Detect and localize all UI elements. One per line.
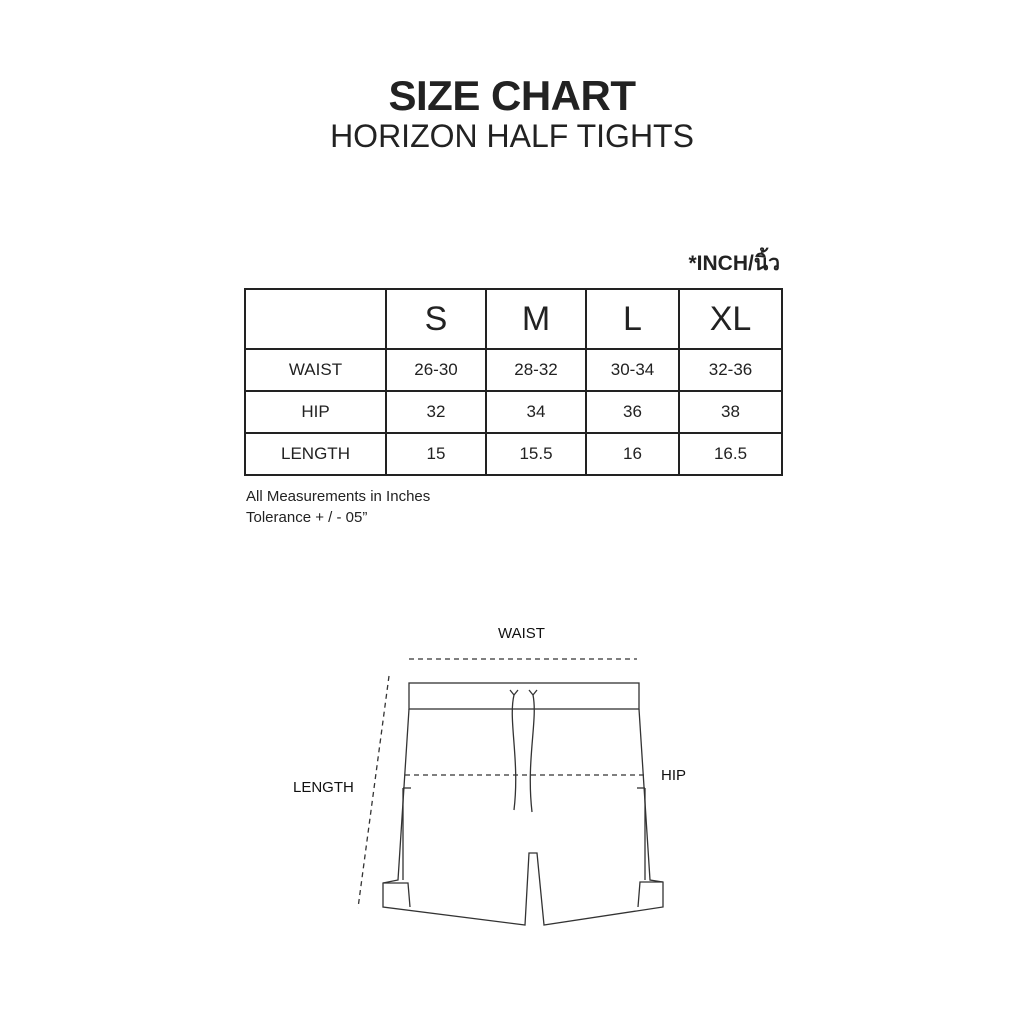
table-cell: 26-30 (386, 349, 486, 391)
table-row-waist (245, 349, 782, 391)
table-cell: 15.5 (486, 433, 586, 475)
size-header-m: M (486, 289, 586, 349)
shorts-outline (383, 683, 663, 925)
table-cell: 30-34 (586, 349, 679, 391)
table-row-length (245, 433, 782, 475)
size-header-row (245, 289, 782, 349)
right-hem-seam (638, 882, 663, 907)
diagram-length-label: LENGTH (293, 779, 354, 796)
diagram-waist-label: WAIST (498, 625, 545, 642)
table-cell: 32 (386, 391, 486, 433)
page-title: SIZE CHART (388, 72, 636, 119)
measurement-notes (246, 486, 430, 528)
product-name: HORIZON HALF TIGHTS (330, 118, 694, 154)
row-label-hip: HIP (245, 391, 386, 433)
drawstring-left-tip (510, 690, 518, 695)
row-label-waist: WAIST (245, 349, 386, 391)
tolerance-note: Tolerance + / - 05” (246, 509, 368, 526)
table-cell: 16 (586, 433, 679, 475)
table-cell: 34 (486, 391, 586, 433)
shorts-body (383, 709, 663, 925)
drawstring-right (530, 695, 534, 812)
size-header-l: L (586, 289, 679, 349)
measure-lines (358, 659, 645, 908)
left-hem-seam (383, 883, 410, 907)
header-empty-cell (245, 289, 386, 349)
table-cell: 15 (386, 433, 486, 475)
waistband (409, 683, 639, 709)
row-label-length: LENGTH (245, 433, 386, 475)
table-cell: 16.5 (679, 433, 782, 475)
table-cell: 38 (679, 391, 782, 433)
unit-note: *INCH/นิ้ว (688, 252, 780, 275)
size-header-s: S (386, 289, 486, 349)
diagram-hip-label: HIP (661, 767, 687, 784)
table-cell: 36 (586, 391, 679, 433)
measurement-unit-note: All Measurements in Inches (246, 488, 431, 505)
drawstring-right-tip (529, 690, 537, 695)
length-measure-line (358, 676, 389, 908)
size-table (244, 288, 783, 476)
table-cell: 32-36 (679, 349, 782, 391)
table-row-hip (245, 391, 782, 433)
drawstring-left (512, 695, 515, 810)
table-cell: 28-32 (486, 349, 586, 391)
size-header-xl: XL (679, 289, 782, 349)
